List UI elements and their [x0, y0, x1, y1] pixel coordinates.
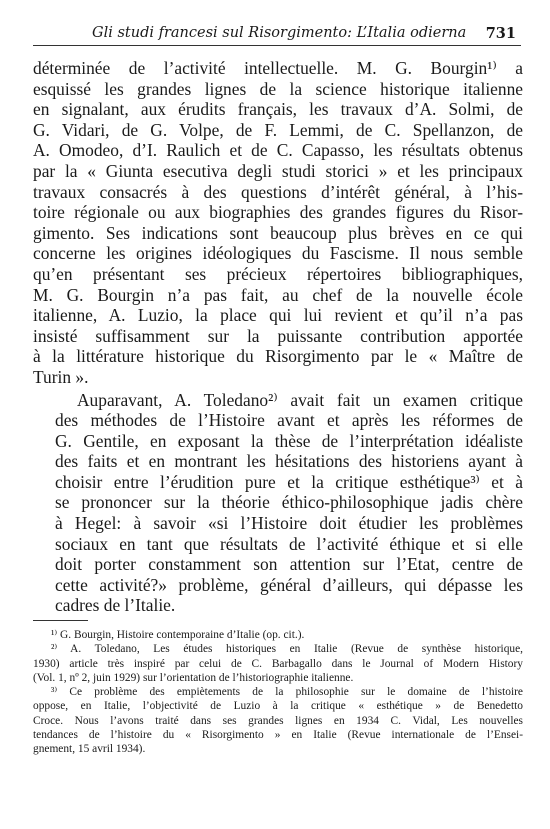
page-header [32, 24, 522, 46]
footnote-3: ³⁾ Ce problème des empiètements de la philosophie sur le domaine de l’histoire [51, 686, 523, 699]
page-number: 731 [485, 25, 516, 42]
footnote-line: 1930) article très inspiré par celui de C. Barbagallo dans le Journal of Modern History [33, 657, 523, 670]
text-line: A. Omodeo, d’I. Raulich et de C. Capasso, les résultats obtenus [33, 140, 523, 161]
text-line: en signalant, aux érudits français, les travaux d’A. Solmi, de [33, 99, 523, 120]
paragraph-1 [33, 58, 523, 388]
text-line: à Hegel: à savoir «si l’Histoire doit étudier les problèmes [55, 513, 523, 534]
text-line: qu’en présentant ses précieux répertoires bibliographiques, [33, 263, 523, 284]
text-line: choisir entre l’érudition pure et la critique esthétique³⁾ et à [55, 471, 523, 492]
text-line: se prononcer sur la théorie éthico-philosophique jadis chère [55, 492, 523, 513]
footnote-line: Croce. Nous l’avons traité dans ses grandes lignes en 1934 C. Vidal, Les nouvelles [33, 714, 523, 727]
text-line: gimento. Ses indications sont beaucoup plus brèves en ce qui [33, 222, 523, 243]
footnote-1: ¹⁾ G. Bourgin, Histoire contemporaine d’Italie (op. cit.). [51, 629, 305, 641]
text-line: par la « Giunta esecutiva degli studi storici » et les principaux [33, 160, 523, 181]
text-line: cadres de l’Italie. [55, 595, 176, 616]
text-line: des faits et en montrant les hésitations des historiens ayant à [55, 451, 523, 472]
text-line: insisté suffisamment sur la puissante contribution apportée [33, 325, 523, 346]
paragraph-2 [33, 390, 523, 617]
header-rule [33, 45, 521, 46]
text-line: travaux consacrés à des questions d’intérêt général, à l’his- [33, 181, 523, 202]
text-line: G. Vidari, de G. Volpe, de F. Lemmi, de C. Spellanzon, de [33, 119, 523, 140]
text-line: Turin ». [33, 366, 89, 387]
text-line: G. Gentile, en exposant la thèse de l’interprétation idéaliste [55, 430, 523, 451]
text-line: M. G. Bourgin n’a pas fait, au chef de la nouvelle école [33, 284, 523, 305]
text-line: déterminée de l’activité intellectuelle. M. G. Bourgin¹⁾ a [33, 58, 523, 78]
footnote-2: ²⁾ A. Toledano, Les études historiques en Italie (Revue de synthèse historique, [51, 643, 523, 656]
text-line: sociaux en tant que résultats de l’activité éthique et si elle [55, 533, 523, 554]
footnote-line: (Vol. 1, nº 2, juin 1929) sur l’orientation de l’historiographie italienne. [33, 671, 354, 684]
text-line: italienne, A. Luzio, la place qui lui revient et qu’il n’a pas [33, 305, 523, 326]
text-line: esquissé les grandes lignes de la science historique italienne [33, 78, 523, 99]
text-line: cette activité?» problème, général d’ailleurs, qui dépasse les [55, 574, 523, 595]
text-line: toire régionale ou aux biographies des grandes figures du Risor- [33, 202, 523, 223]
footnote-line: oppose, en Italie, l’objectivité de Luzio à la critique « esthétique » de Benedetto [33, 700, 523, 713]
text-line: Auparavant, A. Toledano²⁾ avait fait un examen critique [77, 389, 523, 410]
footnote-line: tendances de l’histoire du « Risorgimento » en Italie (Revue internationale de l’Ensei- [33, 729, 523, 742]
body-text [33, 58, 523, 616]
running-title: Gli studi francesi sul Risorgimento: L’Italia odierna [92, 25, 467, 41]
footnotes [33, 628, 523, 757]
footnote-line: gnement, 15 avril 1934). [33, 743, 146, 756]
text-line: des méthodes de l’Histoire avant et après les réformes de [55, 410, 523, 431]
text-line: concerne les origines idéologiques du Fascisme. Il nous semble [33, 243, 523, 264]
text-line: à la littérature historique du Risorgimento par le « Maître de [33, 346, 523, 367]
text-line: doit porter constamment son attention sur l’Etat, centre de [55, 554, 523, 575]
footnote-rule [33, 620, 88, 621]
